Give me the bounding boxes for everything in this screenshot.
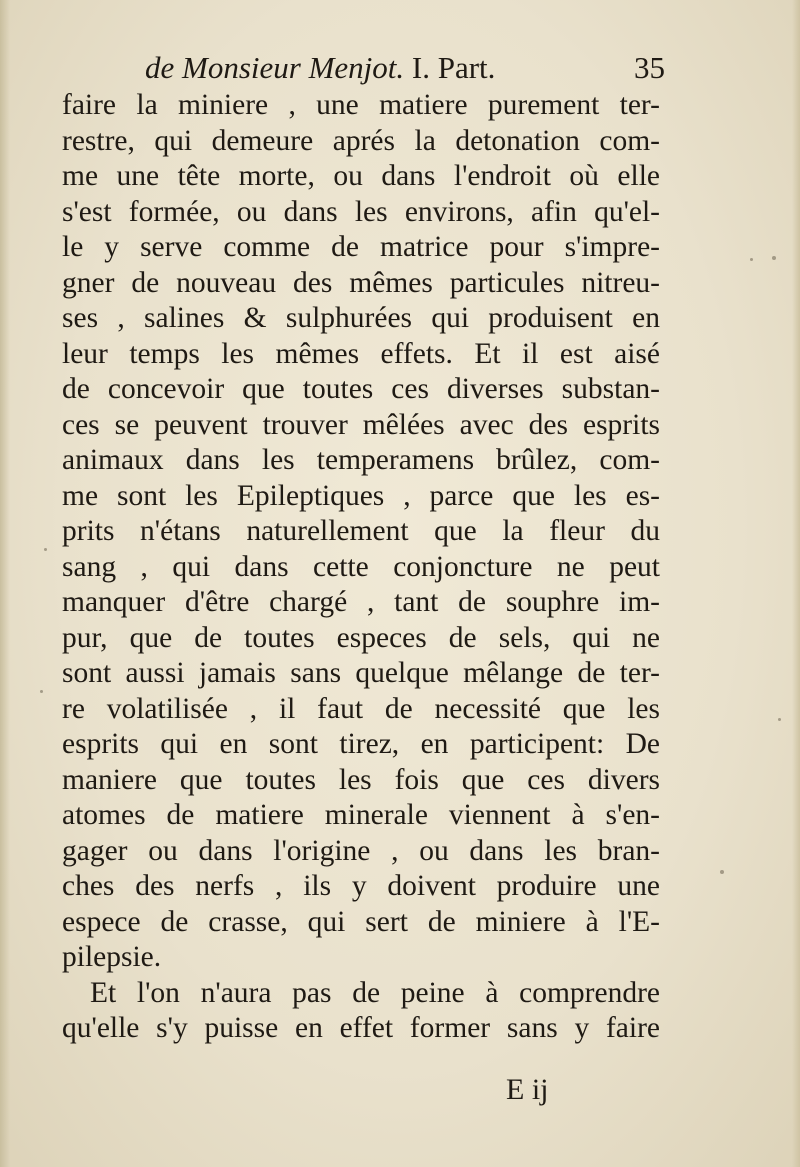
paper-speck: [772, 256, 776, 260]
text-line: maniere que toutes les fois que ces divers: [62, 763, 660, 796]
text-line: gner de nouveau des mêmes particules nitreu-: [62, 266, 660, 299]
paper-speck: [44, 548, 47, 551]
text-line: qu'elle s'y puisse en effet former sans y faire: [62, 1012, 660, 1044]
page-right-edge-shadow: [792, 0, 800, 1167]
page-header: [145, 46, 665, 90]
text-line: restre, qui demeure aprés la detonation com-: [62, 124, 660, 157]
text-line: pilepsie.: [62, 941, 162, 973]
text-line: ses , salines & sulphurées qui produisent en: [62, 302, 660, 334]
text-line: esprits qui en sont tirez, en participent: De: [62, 728, 660, 760]
body-text: [62, 88, 660, 1047]
text-line: de concevoir que toutes ces diverses substan-: [62, 373, 660, 405]
text-line: atomes de matiere minerale viennent à s'en-: [62, 799, 660, 831]
text-line: faire la miniere , une matiere purement ter-: [62, 89, 660, 121]
text-line: animaux dans les temperamens brûlez, com-: [62, 444, 660, 476]
text-line: prits n'étans naturellement que la fleur du: [62, 515, 660, 547]
text-line: le y serve comme de matrice pour s'impre-: [62, 231, 660, 263]
paper-speck: [720, 870, 724, 874]
text-line: me sont les Epileptiques , parce que les es-: [62, 479, 660, 512]
text-line: pur, que de toutes especes de sels, qui ne: [62, 621, 660, 654]
text-line: manquer d'être chargé , tant de souphre im-: [62, 586, 660, 618]
text-line: me une tête morte, ou dans l'endroit où elle: [62, 160, 660, 192]
text-line: s'est formée, ou dans les environs, afin qu'el-: [62, 195, 660, 228]
running-head-part: I. Part.: [411, 50, 496, 85]
signature-mark: E ij: [506, 1073, 549, 1106]
paper-speck: [750, 258, 753, 261]
paper-speck: [40, 690, 43, 693]
text-line: leur temps les mêmes effets. Et il est aisé: [62, 337, 660, 370]
page-number: 35: [634, 50, 665, 85]
paper-speck: [778, 718, 781, 721]
running-head-italic: de Monsieur Menjot.: [145, 50, 405, 85]
text-line: ces se peuvent trouver mêlées avec des esprits: [62, 408, 660, 441]
text-line: ches des nerfs , ils y doivent produire une: [62, 870, 660, 902]
text-line: espece de crasse, qui sert de miniere à l'E-: [62, 905, 660, 938]
running-head: [145, 46, 495, 90]
text-line: sang , qui dans cette conjoncture ne peut: [62, 550, 660, 583]
text-line: gager ou dans l'origine , ou dans les bran-: [62, 834, 660, 867]
page-left-edge-shadow: [0, 0, 10, 1167]
text-line: sont aussi jamais sans quelque mêlange de ter-: [62, 657, 660, 689]
text-line: Et l'on n'aura pas de peine à comprendre: [90, 976, 660, 1009]
text-line: re volatilisée , il faut de necessité que les: [62, 692, 660, 725]
